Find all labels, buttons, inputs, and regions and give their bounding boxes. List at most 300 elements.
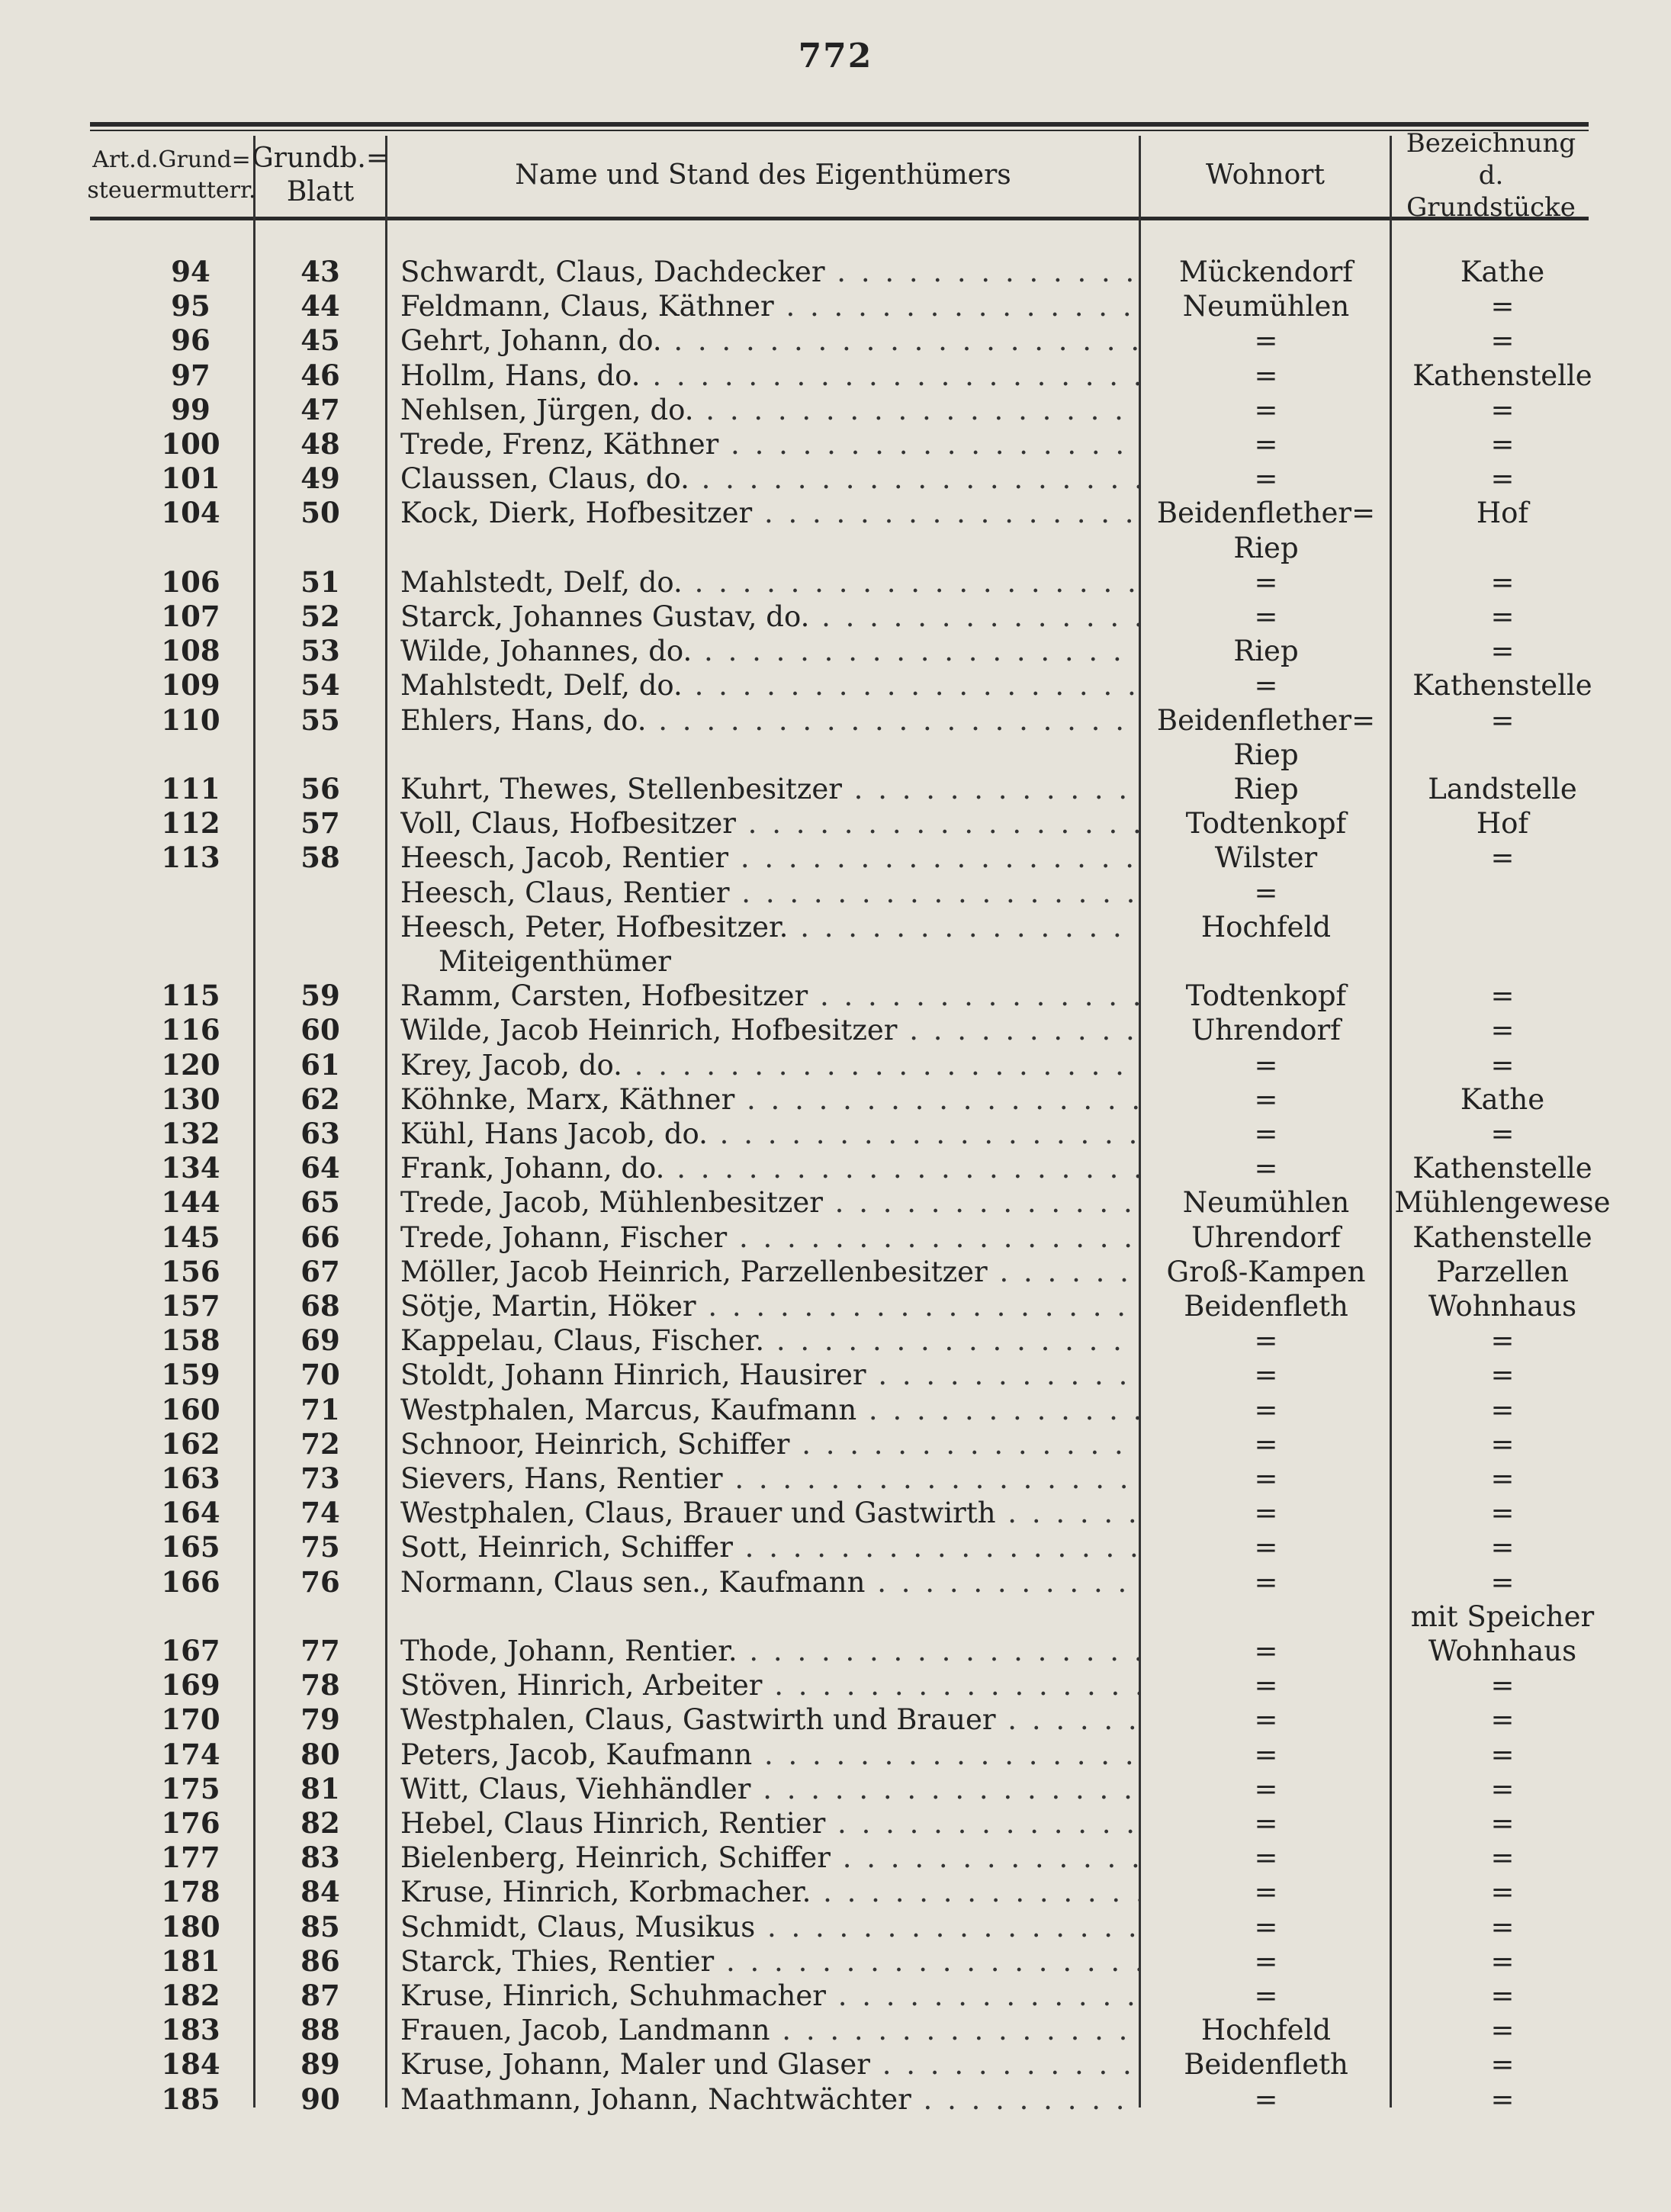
cell-blatt: 53 [300, 634, 340, 668]
cell-wohnort: = [1254, 669, 1278, 703]
table-row [0, 1151, 1671, 1185]
cell-bezeichnung: Hof [1476, 497, 1529, 530]
cell-art: 107 [161, 600, 220, 633]
cell-bezeichnung: Kathenstelle [1412, 669, 1592, 703]
cell-blatt: 81 [300, 1771, 340, 1805]
cell-wohnort: = [1254, 1772, 1278, 1805]
cell-name: Köhnke, Marx, Käthner . . . [400, 1082, 1140, 1117]
cell-art: 158 [161, 1323, 220, 1358]
cell-wohnort: Uhrendorf [1191, 1220, 1341, 1254]
top-rule-thin [90, 130, 1589, 131]
cell-blatt: 77 [300, 1634, 340, 1667]
cell-wohnort: = [1254, 1427, 1278, 1461]
cell-bezeichnung: = [1490, 462, 1515, 496]
table-row [0, 876, 1671, 910]
cell-bezeichnung: = [1490, 1944, 1515, 1978]
cell-name: Schmidt, Claus, Musikus . . . [400, 1910, 1140, 1944]
cell-name: Frank, Johann, do. . . . [400, 1151, 1140, 1185]
cell-art: 184 [161, 2047, 220, 2082]
cell-wohnort: Mückendorf [1179, 256, 1353, 288]
cell-wohnort: = [1254, 1635, 1278, 1667]
cell-name: Peters, Jacob, Kaufmann . . . [400, 1738, 1140, 1772]
table-row [0, 806, 1671, 841]
cell-blatt: 47 [300, 392, 340, 426]
cell-wohnort: = [1254, 1358, 1278, 1392]
cell-wohnort: Hochfeld [1200, 910, 1332, 944]
table-row [0, 255, 1671, 289]
cell-name: Wilde, Johannes, do. . . . [400, 634, 1140, 668]
table-row [0, 1600, 1671, 1634]
cell-wohnort: Beidenfleth [1184, 1290, 1348, 1323]
cell-name: Witt, Claus, Viehhändler . . . [400, 1772, 1140, 1806]
cell-bezeichnung: = [1490, 1393, 1515, 1426]
table-row [0, 1185, 1671, 1220]
cell-bezeichnung: = [1490, 1497, 1515, 1530]
cell-wohnort: = [1254, 1979, 1278, 2012]
cell-bezeichnung: Kathe [1460, 1082, 1545, 1116]
cell-wohnort: = [1254, 1565, 1278, 1599]
cell-bezeichnung: Landstelle [1428, 773, 1577, 805]
top-rule [90, 122, 1589, 127]
cell-blatt: 80 [300, 1737, 340, 1771]
header-rule [90, 217, 1589, 220]
cell-blatt: 90 [300, 2082, 340, 2116]
cell-bezeichnung: = [1490, 1531, 1515, 1564]
cell-name: Schwardt, Claus, Dachdecker . . . [400, 255, 1140, 289]
cell-art: 112 [161, 806, 220, 841]
cell-bezeichnung: = [1490, 1427, 1515, 1461]
cell-bezeichnung: = [1490, 1807, 1515, 1840]
cell-blatt: 83 [300, 1841, 340, 1875]
table-row [0, 668, 1671, 703]
table-row [0, 1220, 1671, 1255]
cell-blatt: 64 [300, 1151, 340, 1185]
cell-name: Hollm, Hans, do. . . . [400, 358, 1140, 393]
cell-bezeichnung: = [1490, 1565, 1515, 1599]
cell-name: Stöven, Hinrich, Arbeiter . . . [400, 1668, 1140, 1702]
cell-blatt: 52 [300, 600, 340, 633]
cell-name: Kühl, Hans Jacob, do. . . . [400, 1117, 1140, 1151]
table-row [0, 1530, 1671, 1564]
cell-blatt: 44 [300, 289, 340, 323]
cell-wohnort: Groß-Kampen [1166, 1255, 1366, 1288]
cell-wohnort: Uhrendorf [1191, 1014, 1341, 1047]
cell-wohnort: Riep [1233, 738, 1299, 771]
cell-blatt: 54 [300, 668, 340, 703]
header-bez-line2: Grundstücke [1406, 192, 1576, 223]
cell-wohnort: Neumühlen [1182, 290, 1350, 323]
cell-blatt: 75 [300, 1530, 340, 1564]
table-row [0, 1875, 1671, 1909]
table-row [0, 2082, 1671, 2117]
cell-name: Trede, Jacob, Mühlenbesitzer . . . [400, 1185, 1140, 1220]
table-row [0, 1117, 1671, 1151]
header-ort-text: Wohnort [1206, 159, 1325, 191]
cell-art: 132 [161, 1117, 220, 1150]
table-row [0, 1565, 1671, 1600]
cell-bezeichnung: = [1490, 393, 1515, 426]
cell-art: 104 [161, 496, 220, 530]
table-row [0, 1772, 1671, 1806]
cell-art: 115 [161, 979, 220, 1013]
cell-wohnort: = [1254, 1393, 1278, 1426]
table-row [0, 1082, 1671, 1117]
cell-name: Wilde, Jacob Heinrich, Hofbesitzer . . . [400, 1013, 1140, 1047]
cell-art: 170 [161, 1702, 220, 1737]
table-row [0, 1393, 1671, 1427]
cell-bezeichnung: Kathenstelle [1412, 358, 1592, 392]
cell-blatt: 73 [300, 1461, 340, 1495]
cell-name: Krey, Jacob, do. . . . [400, 1048, 1140, 1082]
cell-bezeichnung: = [1490, 1979, 1515, 2012]
cell-bezeichnung: = [1490, 1738, 1515, 1771]
cell-wohnort: = [1254, 1462, 1278, 1495]
cell-blatt: 82 [300, 1806, 340, 1840]
cell-bezeichnung: = [1490, 1117, 1515, 1150]
cell-name: Mahlstedt, Delf, do. . . . [400, 565, 1140, 600]
cell-name: Heesch, Claus, Rentier . . . [400, 876, 1140, 910]
cell-wohnort: = [1254, 1117, 1278, 1150]
header-art-line2: steuermutterr. [87, 177, 256, 204]
cell-blatt: 43 [300, 255, 340, 288]
cell-blatt: 56 [300, 772, 340, 805]
cell-wohnort: = [1254, 1082, 1278, 1116]
cell-blatt: 71 [300, 1392, 340, 1426]
cell-art: 185 [161, 2082, 220, 2116]
cell-blatt: 63 [300, 1117, 340, 1150]
cell-name: Hebel, Claus Hinrich, Rentier . . . [400, 1806, 1140, 1841]
cell-wohnort: = [1254, 1876, 1278, 1909]
cell-name: Starck, Thies, Rentier . . . [400, 1944, 1140, 1979]
cell-art: 167 [161, 1634, 220, 1667]
cell-wohnort: = [1254, 1048, 1278, 1082]
cell-name: Trede, Johann, Fischer . . . [400, 1220, 1140, 1255]
cell-bezeichnung: = [1490, 841, 1515, 875]
cell-blatt: 59 [300, 979, 340, 1013]
cell-blatt: 58 [300, 841, 340, 875]
table-row [0, 1323, 1671, 1358]
cell-bezeichnung: = [1490, 1324, 1515, 1358]
cell-blatt: 45 [300, 323, 340, 358]
cell-wohnort: Todtenkopf [1185, 979, 1347, 1013]
cell-art: 99 [171, 392, 210, 426]
cell-art: 97 [171, 358, 210, 392]
cell-bezeichnung: = [1490, 290, 1515, 323]
cell-bezeichnung: Kathenstelle [1412, 1152, 1592, 1185]
cell-wohnort: = [1254, 1841, 1278, 1875]
cell-bezeichnung: = [1490, 2082, 1515, 2116]
cell-name: Miteigenthümer [439, 945, 671, 978]
table-row [0, 358, 1671, 393]
cell-wohnort: = [1254, 324, 1278, 358]
cell-bezeichnung: = [1490, 979, 1515, 1013]
header-art [87, 136, 256, 215]
cell-wohnort: = [1254, 876, 1278, 909]
cell-bezeichnung: = [1490, 1841, 1515, 1875]
table-row [0, 1668, 1671, 1702]
cell-wohnort: = [1254, 1324, 1278, 1358]
cell-art: 175 [161, 1771, 220, 1805]
cell-blatt: 48 [300, 427, 340, 461]
table-row [0, 1738, 1671, 1772]
cell-art: 162 [161, 1426, 220, 1461]
cell-wohnort: Riep [1233, 531, 1299, 564]
cell-name: Frauen, Jacob, Landmann . . . [400, 2013, 1140, 2047]
cell-bezeichnung: Mühlengewese [1394, 1186, 1611, 1220]
cell-blatt: 72 [300, 1426, 340, 1461]
table-row [0, 1979, 1671, 2013]
cell-blatt: 79 [300, 1702, 340, 1737]
table-row [0, 1634, 1671, 1668]
header-bez-line1: Bezeichnung d. [1406, 128, 1576, 191]
cell-blatt: 65 [300, 1185, 340, 1220]
cell-blatt: 70 [300, 1358, 340, 1392]
header-grundbuch [251, 136, 390, 215]
cell-art: 101 [161, 461, 220, 496]
header-grund-line2: Blatt [286, 176, 355, 207]
cell-bezeichnung: Hof [1476, 807, 1529, 841]
cell-bezeichnung: = [1490, 1048, 1515, 1082]
cell-wohnort: Todtenkopf [1185, 807, 1347, 841]
cell-bezeichnung: = [1490, 1876, 1515, 1909]
header-name [387, 136, 1139, 215]
cell-name: Sötje, Martin, Höker . . . [400, 1289, 1140, 1323]
page-number: 772 [798, 37, 873, 76]
cell-bezeichnung: = [1490, 2014, 1515, 2047]
cell-bezeichnung: = [1490, 1358, 1515, 1392]
table-row [0, 531, 1671, 565]
cell-art: 95 [171, 289, 210, 323]
cell-name: Trede, Frenz, Käthner . . . [400, 427, 1140, 461]
cell-art: 100 [161, 427, 220, 461]
cell-wohnort: = [1254, 393, 1278, 426]
cell-wohnort: Riep [1233, 635, 1299, 668]
cell-wohnort: = [1254, 1152, 1278, 1185]
table-row [0, 1910, 1671, 1944]
cell-wohnort: Wilster [1214, 841, 1318, 875]
cell-name: Nehlsen, Jürgen, do. . . . [400, 393, 1140, 427]
cell-blatt: 69 [300, 1323, 340, 1358]
cell-name: Voll, Claus, Hofbesitzer . . . [400, 806, 1140, 841]
cell-art: 176 [161, 1806, 220, 1840]
table-row [0, 1806, 1671, 1841]
cell-bezeichnung: = [1490, 1669, 1515, 1702]
table-row [0, 427, 1671, 461]
cell-name: Thode, Johann, Rentier. . . . [400, 1634, 1140, 1668]
cell-name: Normann, Claus sen., Kaufmann . . . [400, 1565, 1140, 1600]
table-row [0, 289, 1671, 323]
cell-art: 181 [161, 1944, 220, 1978]
cell-name: Starck, Johannes Gustav, do. . . . [400, 600, 1140, 634]
cell-bezeichnung: Parzellen [1436, 1255, 1569, 1288]
cell-wohnort: = [1254, 1497, 1278, 1530]
cell-art: 108 [161, 634, 220, 668]
table-row [0, 910, 1671, 944]
cell-bezeichnung: = [1490, 1772, 1515, 1805]
table-row [0, 393, 1671, 427]
cell-blatt: 66 [300, 1220, 340, 1254]
cell-blatt: 68 [300, 1289, 340, 1323]
cell-blatt: 76 [300, 1564, 340, 1599]
cell-art: 183 [161, 2013, 220, 2047]
cell-bezeichnung: = [1490, 1014, 1515, 1047]
cell-name: Ramm, Carsten, Hofbesitzer . . . [400, 979, 1140, 1013]
cell-wohnort: Beidenfleth [1184, 2048, 1348, 2082]
table-row [0, 1255, 1671, 1289]
cell-wohnort: Hochfeld [1200, 2014, 1332, 2047]
cell-art: 182 [161, 1979, 220, 2012]
header-name-text: Name und Stand des Eigenthümers [515, 159, 1011, 191]
table-row [0, 738, 1671, 772]
cell-art: 177 [161, 1841, 220, 1875]
table-row [0, 979, 1671, 1013]
cell-wohnort: = [1254, 600, 1278, 633]
table-row [0, 323, 1671, 358]
cell-art: 178 [161, 1875, 220, 1909]
cell-bezeichnung: = [1490, 2048, 1515, 2082]
cell-art: 116 [161, 1013, 220, 1047]
header-grund-line1: Grundb.= [251, 143, 390, 174]
cell-wohnort: = [1254, 428, 1278, 461]
cell-bezeichnung: = [1490, 635, 1515, 668]
cell-name: Sott, Heinrich, Schiffer . . . [400, 1530, 1140, 1564]
cell-wohnort: = [1254, 565, 1278, 599]
cell-name: Westphalen, Marcus, Kaufmann . . . [400, 1393, 1140, 1427]
cell-name: Claussen, Claus, do. . . . [400, 461, 1140, 496]
table-row [0, 1289, 1671, 1323]
table-row [0, 772, 1671, 806]
cell-art: 163 [161, 1461, 220, 1495]
table-row [0, 1944, 1671, 1979]
cell-wohnort: Riep [1233, 773, 1299, 805]
cell-blatt: 89 [300, 2047, 340, 2082]
cell-blatt: 62 [300, 1082, 340, 1116]
cell-blatt: 46 [300, 358, 340, 392]
table-row [0, 1358, 1671, 1392]
cell-name: Möller, Jacob Heinrich, Parzellenbesitzer . . . [400, 1255, 1140, 1289]
cell-wohnort: = [1254, 1910, 1278, 1944]
cell-art: 144 [161, 1185, 220, 1220]
cell-blatt: 78 [300, 1668, 340, 1702]
header-ort [1141, 136, 1390, 215]
cell-art: 165 [161, 1530, 220, 1564]
cell-bezeichnung: Wohnhaus [1428, 1635, 1577, 1667]
cell-art: 106 [161, 564, 220, 599]
cell-bezeichnung: Wohnhaus [1428, 1290, 1577, 1323]
cell-name: Feldmann, Claus, Käthner . . . [400, 289, 1140, 323]
cell-name: Kuhrt, Thewes, Stellenbesitzer . . . [400, 772, 1140, 806]
cell-wohnort: Beidenflether= [1156, 497, 1376, 530]
cell-blatt: 50 [300, 496, 340, 530]
cell-wohnort: = [1254, 1944, 1278, 1978]
cell-art: 156 [161, 1254, 220, 1288]
cell-art: 113 [161, 841, 220, 875]
cell-wohnort: = [1254, 1531, 1278, 1564]
cell-art: 166 [161, 1564, 220, 1599]
cell-blatt: 51 [300, 564, 340, 599]
table-row [0, 2047, 1671, 2082]
cell-blatt: 85 [300, 1909, 340, 1944]
cell-name: Westphalen, Claus, Gastwirth und Brauer . . . [400, 1702, 1140, 1737]
cell-name: Heesch, Jacob, Rentier . . . [400, 841, 1140, 875]
cell-wohnort: Beidenflether= [1156, 703, 1376, 737]
table-row [0, 944, 1671, 979]
cell-name: Bielenberg, Heinrich, Schiffer . . . [400, 1841, 1140, 1875]
cell-wohnort: = [1254, 2082, 1278, 2116]
cell-name: Gehrt, Johann, do. . . . [400, 323, 1140, 358]
table-row [0, 2013, 1671, 2047]
cell-blatt: 61 [300, 1047, 340, 1082]
cell-name: Kruse, Johann, Maler und Glaser . . . [400, 2047, 1140, 2082]
cell-art: 160 [161, 1392, 220, 1426]
cell-art: 110 [161, 703, 220, 737]
table-row [0, 1461, 1671, 1496]
cell-art: 134 [161, 1151, 220, 1185]
table-row [0, 496, 1671, 530]
cell-art: 109 [161, 668, 220, 703]
table-row [0, 1841, 1671, 1875]
cell-bezeichnung: = [1490, 1910, 1515, 1944]
cell-name: Sievers, Hans, Rentier . . . [400, 1461, 1140, 1496]
cell-art: 94 [171, 255, 210, 288]
cell-blatt: 49 [300, 461, 340, 496]
header-art-line1: Art.d.Grund= [92, 146, 251, 173]
cell-bezeichnung: = [1490, 703, 1515, 737]
cell-bezeichnung: = [1490, 1703, 1515, 1737]
cell-name: Westphalen, Claus, Brauer und Gastwirth . . . [400, 1496, 1140, 1530]
cell-bezeichnung: Kathenstelle [1412, 1220, 1592, 1254]
cell-art: 130 [161, 1082, 220, 1116]
cell-art: 120 [161, 1047, 220, 1082]
cell-blatt: 67 [300, 1254, 340, 1288]
cell-bezeichnung: = [1490, 428, 1515, 461]
cell-name: Kappelau, Claus, Fischer. . . . [400, 1323, 1140, 1358]
cell-art: 159 [161, 1358, 220, 1392]
cell-wohnort: = [1254, 462, 1278, 496]
cell-bezeichnung: = [1490, 1462, 1515, 1495]
cell-bezeichnung: mit Speicher [1410, 1600, 1595, 1633]
cell-bezeichnung: = [1490, 600, 1515, 633]
table-row [0, 1013, 1671, 1047]
cell-blatt: 84 [300, 1875, 340, 1909]
cell-blatt: 87 [300, 1979, 340, 2012]
cell-art: 145 [161, 1220, 220, 1254]
cell-blatt: 88 [300, 2013, 340, 2047]
cell-bezeichnung: Kathe [1460, 256, 1545, 288]
cell-blatt: 57 [300, 806, 340, 841]
cell-wohnort: Neumühlen [1182, 1186, 1350, 1220]
cell-blatt: 55 [300, 703, 340, 737]
cell-name: Schnoor, Heinrich, Schiffer . . . [400, 1427, 1140, 1461]
cell-art: 96 [171, 323, 210, 358]
cell-blatt: 86 [300, 1944, 340, 1978]
cell-wohnort: = [1254, 1807, 1278, 1840]
cell-art: 157 [161, 1289, 220, 1323]
table-row [0, 461, 1671, 496]
cell-art: 169 [161, 1668, 220, 1702]
cell-name: Maathmann, Johann, Nachtwächter . . . [400, 2082, 1140, 2117]
table-row [0, 600, 1671, 634]
cell-art: 180 [161, 1909, 220, 1944]
cell-wohnort: = [1254, 1703, 1278, 1737]
cell-name: Stoldt, Johann Hinrich, Hausirer . . . [400, 1358, 1140, 1392]
cell-wohnort: = [1254, 358, 1278, 392]
cell-name: Kruse, Hinrich, Schuhmacher . . . [400, 1979, 1140, 2013]
table-row [0, 1048, 1671, 1082]
cell-blatt: 74 [300, 1496, 340, 1530]
table-row [0, 703, 1671, 738]
cell-art: 111 [161, 772, 220, 805]
